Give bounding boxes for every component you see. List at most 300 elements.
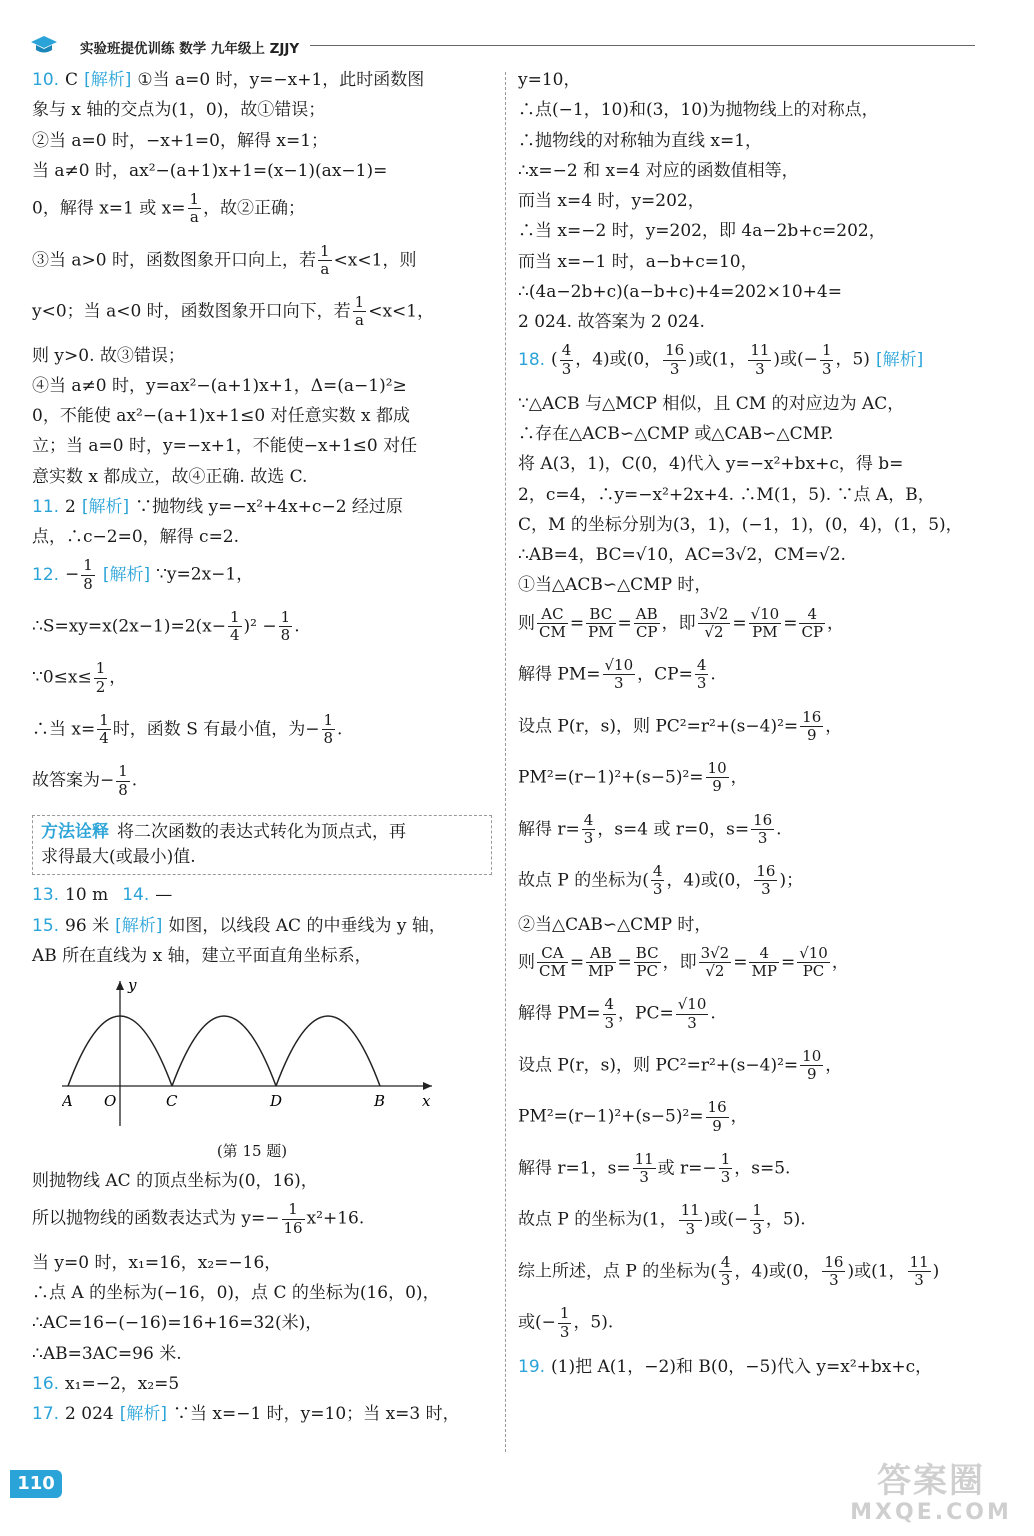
text-segment: 2 (65, 496, 76, 517)
text-line: 意实数 x 都成立，故④正确. 故选 C. (32, 466, 308, 487)
fraction-part: 8 (118, 780, 128, 799)
fraction (228, 609, 242, 645)
text-segment: ，4)或(0， (575, 349, 662, 370)
text-segment: ， (825, 715, 843, 736)
right-column (518, 70, 978, 1387)
fraction-part: CM (539, 622, 566, 641)
text-line: 当 y=0 时，x₁=16，x₂=−16， (32, 1252, 282, 1273)
text-line: ②当△CAB∽△CMP 时， (518, 914, 712, 935)
text-segment: 故答案为− (32, 770, 115, 791)
fraction (799, 606, 825, 642)
text-segment: ，5). (765, 1209, 806, 1230)
text-line (32, 916, 492, 937)
fraction-part: BC (586, 606, 615, 624)
fraction-part: 9 (712, 1116, 722, 1135)
figure-label: B (374, 1092, 386, 1110)
watermark: 答案圈 MXQE.COM (850, 1461, 1012, 1525)
text-segment: x²+16. (306, 1208, 365, 1229)
text-segment: 解得 r=1，s= (518, 1158, 631, 1178)
fraction (719, 1151, 733, 1187)
text-segment: 或 r=− (657, 1158, 717, 1178)
fraction-part: 3 (687, 1013, 697, 1032)
text-line (32, 243, 492, 279)
fraction (695, 657, 709, 693)
question-10 (32, 70, 492, 488)
text-segment: ( (551, 349, 558, 370)
fraction-part: 1 (95, 659, 106, 678)
fraction-part: 3 (685, 1219, 696, 1238)
fraction-part: 3 (652, 880, 663, 899)
text-segment: ， (730, 1106, 748, 1127)
text-segment: )或(− (703, 1209, 749, 1230)
text-line (32, 609, 492, 645)
text-segment: ，4)或(0， (734, 1261, 821, 1281)
fraction-part: 1 (821, 341, 832, 360)
question-number: 12. (32, 564, 60, 585)
fraction-part: AB (635, 604, 658, 623)
text-line (518, 657, 978, 693)
question-18 (518, 342, 978, 1341)
text-line: 则抛物线 AC 的顶点坐标为(0，16)， (32, 1171, 318, 1191)
text-line (32, 191, 492, 227)
figure-label: y (128, 976, 137, 994)
fraction-part: CP (801, 622, 824, 641)
fraction-part: 3 (757, 828, 768, 847)
text-segment: )² − (243, 616, 277, 636)
fraction (754, 863, 777, 899)
text-line: ②当 a=0 时，−x+1=0，解得 x=1； (32, 130, 329, 151)
fraction (634, 606, 660, 642)
fraction (679, 1202, 702, 1238)
text-line (518, 1151, 978, 1187)
book-title: 实验班提优训练 数学 九年级上 ZJJY (80, 41, 300, 57)
text-segment: 如图，以线段 AC 的中垂线为 y 轴， (168, 915, 446, 936)
fraction (586, 945, 615, 981)
fraction-part: 3 (583, 828, 594, 847)
text-segment: ， (825, 1055, 843, 1075)
fraction-part: 2 (95, 677, 106, 696)
question-number: 15. (32, 915, 60, 936)
fraction-part: 16 (283, 1218, 303, 1237)
fraction-part: 16 (707, 1098, 727, 1117)
text-segment: ，即 (661, 612, 696, 633)
fraction (188, 191, 202, 227)
fraction (676, 996, 709, 1032)
fraction-part: 3 (821, 359, 832, 378)
fraction-part: 1 (83, 556, 93, 575)
fraction-part: 8 (83, 574, 93, 593)
fraction-part: AB (586, 945, 615, 963)
fraction (633, 1151, 656, 1187)
text-segment: )； (779, 870, 804, 891)
fraction-part: 1 (118, 762, 128, 781)
column-divider (505, 72, 506, 1452)
figure-label: C (166, 1092, 178, 1110)
fraction (322, 712, 336, 748)
figure-label: x (422, 1092, 431, 1110)
fraction-part: 3 (720, 1271, 731, 1289)
fraction (706, 1099, 729, 1135)
fraction-part: 4 (561, 341, 572, 360)
fraction (663, 342, 686, 378)
question-number: 17. (32, 1404, 60, 1424)
text-segment: 设点 P(r，s)，则 PC²=r²+(s−4)²= (518, 715, 799, 736)
text-line: ∴点(−1，10)和(3，10)为抛物线上的对称点， (518, 100, 879, 121)
text-segment: 10 m (65, 885, 109, 906)
fraction-part: MP (588, 962, 614, 980)
text-segment: 2 024 (65, 1404, 114, 1424)
text-segment: − (65, 564, 80, 585)
text-segment: 解得 r= (518, 818, 580, 839)
fraction-part: 16 (756, 862, 776, 880)
text-line: ∴存在△ACB∽△CMP 或△CAB∽△CMP. (518, 424, 834, 444)
fraction (282, 1201, 305, 1237)
text-line (518, 996, 978, 1032)
fraction-part: 16 (753, 810, 773, 829)
question-15 (32, 916, 492, 1365)
text-line (32, 1404, 492, 1425)
text-line: ∵△ACB 与△MCP 相似，且 CM 的对应边为 AC， (518, 393, 905, 414)
fraction-part: 3 (761, 880, 771, 899)
text-segment: ，故②正确； (203, 198, 306, 219)
fraction (699, 945, 732, 981)
text-segment: PM²=(r−1)²+(s−5)²= (518, 1106, 704, 1127)
fraction (318, 243, 332, 279)
text-segment: x₁=−2，x₂=5 (65, 1373, 180, 1394)
text-line: y=10， (518, 70, 581, 90)
fraction-part: 10 (802, 1046, 822, 1065)
text-segment: 解得 PM= (518, 664, 601, 685)
text-segment: ，5). (573, 1312, 614, 1333)
fraction-part: 3 (614, 674, 624, 693)
text-segment: 综上所述，点 P 的坐标为( (518, 1261, 717, 1281)
fraction-part: 3 (914, 1271, 924, 1289)
text-line: ∴AC=16−(−16)=16+16=32(米)， (32, 1313, 323, 1334)
figure-caption: (第 15 题) (216, 1142, 288, 1160)
fraction-part: 16 (824, 1252, 844, 1271)
text-segment: . (294, 616, 300, 636)
text-line: ∴当 x=−2 时，y=202，即 4a−2b+c=202， (518, 221, 886, 242)
fraction-part: 3 (604, 1013, 615, 1032)
fraction (751, 812, 774, 848)
text-segment: 故点 P 的坐标为( (518, 870, 649, 891)
fraction (582, 812, 596, 848)
fraction (797, 945, 830, 981)
fraction-part: 16 (665, 341, 685, 360)
text-segment: )或(− (773, 349, 818, 370)
text-line: 则 $\frac{CA}{CM}$ = $\frac{AB}{MP}$ = $\frac{BC}{PC}$ ，即 $\frac{3√2}{√2}$ = $\frac{4}{MP}$ = $\frac{√10}{PC}$ ， (518, 943, 849, 980)
text-line (518, 709, 978, 745)
analysis-tag: [解析] (84, 70, 132, 90)
fraction (558, 1305, 572, 1341)
text-line (518, 1202, 978, 1238)
fraction-part: 1 (280, 607, 291, 626)
fraction-part: 3 (752, 1219, 762, 1238)
question-11 (32, 497, 492, 549)
text-segment: ∵抛物线 y=−x²+4x+c−2 经过原 (135, 496, 403, 517)
text-segment: ， (109, 667, 127, 688)
question-19 (518, 1357, 978, 1378)
fraction-part: PM (588, 622, 614, 641)
text-line (32, 70, 492, 91)
text-line: 0，不能使 ax²−(a+1)x+1≤0 对任意实数 x 都成 (32, 406, 410, 426)
text-segment: )或(1， (847, 1261, 906, 1281)
text-line: ∴(4a−2b+c)(a−b+c)+4=202×10+4= (518, 281, 842, 302)
text-line: 而当 x=4 时，y=202， (518, 191, 705, 211)
text-segment: ∵y=2x−1， (156, 564, 254, 585)
question-number: 10. (32, 70, 60, 90)
fraction-part: 1 (559, 1304, 570, 1323)
fraction-part: 8 (323, 729, 334, 747)
fraction-part: 1 (320, 241, 330, 260)
text-line: 2 024. 故答案为 2 024. (518, 312, 705, 332)
question-17-continued (518, 70, 978, 333)
fraction-part: a (320, 259, 330, 278)
text-line (518, 1099, 978, 1135)
graduation-cap-icon (30, 34, 58, 56)
fraction-part: PM (752, 622, 778, 641)
text-line: ①当△ACB∽△CMP 时， (518, 575, 712, 596)
text-line: 则 $\frac{AC}{CM}$ = $\frac{BC}{PM}$ = $\frac{AB}{CP}$ ，即 $\frac{3√2}{√2}$ = $\frac{√10}{PM}$ = $\frac{4}{CP}$ ， (518, 604, 845, 641)
text-segment: . (131, 770, 138, 791)
text-segment: 96 米 (65, 915, 110, 936)
question-number: 14. (122, 885, 150, 906)
fraction (97, 712, 111, 748)
analysis-tag: [解析] (102, 564, 151, 585)
fraction-part: 11 (634, 1149, 654, 1168)
text-segment: <x<1，则 (333, 249, 417, 270)
fraction-part: 1 (229, 607, 240, 626)
text-line (32, 557, 492, 593)
question-16 (32, 1374, 492, 1395)
text-segment: ∴S=xy=x(2x−1)=2(x− (32, 616, 226, 636)
fraction (800, 1048, 823, 1084)
fraction-part: √10 (604, 656, 634, 674)
fraction-part: a (189, 208, 199, 227)
text-line: ∴AB=4，BC=√10，AC=3√2，CM=√2. (518, 545, 846, 565)
text-line (32, 763, 492, 799)
text-line (32, 712, 492, 748)
text-line (32, 885, 492, 906)
fraction-part: 4 (604, 995, 615, 1014)
question-12 (32, 557, 492, 799)
fraction-part: CM (539, 962, 566, 980)
fraction (719, 1254, 733, 1290)
text-segment: . (337, 719, 343, 739)
question-17 (32, 1404, 492, 1425)
text-segment: ，s=4 或 r=0，s= (597, 818, 750, 839)
text-segment: ，4)或(0， (666, 870, 753, 891)
fraction-part: 1 (99, 710, 109, 729)
text-line: 将 A(3，1)，C(0，4)代入 y=−x²+bx+c，得 b= (518, 454, 904, 475)
fraction-part: 1 (354, 293, 365, 311)
text-segment: . (776, 818, 782, 839)
text-line: C，M 的坐标分别为(3，1)，(−1，1)，(0，4)，(1，5)， (518, 514, 963, 535)
text-segment: 故点 P 的坐标为(1， (518, 1209, 677, 1230)
text-segment: PM²=(r−1)²+(s−5)²= (518, 767, 704, 788)
text-segment: 将二次函数的表达式转化为顶点式，再 (117, 821, 406, 842)
text-segment: ①当 a=0 时，y=−x+1，此时函数图 (137, 70, 425, 90)
figure-label: A (62, 1092, 73, 1110)
fraction (353, 294, 367, 330)
text-line (518, 1357, 978, 1378)
fraction-part: 11 (909, 1252, 929, 1271)
text-segment: ，CP= (637, 664, 693, 685)
text-segment: ， (827, 612, 845, 633)
text-segment: — (155, 885, 173, 906)
page-header (30, 32, 980, 60)
fraction-part: CA (537, 945, 568, 963)
fraction (94, 660, 108, 696)
fraction (116, 763, 130, 799)
method-note-title: 方法诠释 (41, 821, 109, 842)
fraction (560, 342, 574, 378)
text-segment: . (710, 664, 716, 685)
text-segment: ，s=5. (734, 1158, 791, 1178)
text-line (32, 660, 492, 696)
fraction (908, 1254, 931, 1290)
fraction (750, 1202, 764, 1238)
fraction (603, 657, 636, 693)
left-column (32, 70, 492, 1434)
fraction-part: 4 (99, 729, 109, 747)
fraction-part: 8 (280, 626, 291, 644)
fraction-part: 3 (669, 359, 680, 378)
text-line (518, 1048, 978, 1084)
text-line: 综上所述，点 P 的坐标为( $\frac{4}{3}$ ，4)或(0， $\frac{16}{3}$ )或(1， $\frac{11}{3}$ ) (518, 1252, 940, 1289)
text-line (32, 497, 492, 518)
page-number: 110 (10, 1470, 62, 1498)
header-rule (310, 45, 975, 46)
analysis-tag: [解析] (81, 496, 130, 517)
fraction-part: MP (751, 962, 777, 980)
text-line: 求得最大(或最小)值. (41, 847, 196, 867)
fraction (651, 863, 665, 899)
text-line (32, 294, 492, 330)
fraction-part: 9 (806, 1065, 817, 1083)
fraction-part: BC (635, 943, 659, 962)
fraction-part: 1 (720, 1149, 731, 1168)
text-segment: 或(− (518, 1312, 556, 1333)
fraction-part: √10 (677, 995, 707, 1014)
fraction-part: a (354, 311, 364, 330)
text-line (518, 863, 978, 899)
question-number: 13. (32, 885, 60, 906)
text-line (518, 1305, 978, 1341)
analysis-tag: [解析] (115, 915, 163, 936)
question-number: 18. (518, 349, 546, 370)
text-segment: C (65, 70, 79, 90)
text-line (518, 760, 978, 796)
fraction (749, 945, 778, 981)
parabola-figure (62, 976, 442, 1136)
text-line (32, 1201, 492, 1237)
text-line: ∴抛物线的对称轴为直线 x=1， (518, 130, 763, 151)
question-number: 16. (32, 1373, 60, 1394)
fraction (634, 945, 661, 981)
fraction (279, 609, 293, 645)
text-line (41, 822, 483, 843)
fraction-part: 1 (282, 1201, 305, 1219)
text-segment: 时，函数 S 有最小值，为− (112, 719, 320, 739)
fraction (698, 606, 731, 642)
fraction-part: √10 (799, 943, 828, 962)
fraction-part: 9 (712, 777, 722, 796)
text-segment: 0，解得 x=1 或 x= (32, 198, 186, 219)
text-line: 象与 x 轴的交点为(1，0)，故①错误； (32, 100, 326, 121)
text-segment: 则 (518, 612, 535, 633)
text-segment: ，5) (835, 349, 870, 370)
text-segment: y<0；当 a<0 时，函数图象开口向下，若 (32, 301, 351, 322)
fraction-part: 10 (707, 759, 727, 777)
fraction-part: 16 (802, 707, 822, 726)
fraction-part: 3 (639, 1168, 649, 1186)
question-number: 11. (32, 496, 60, 517)
fraction-part: 4 (749, 945, 778, 963)
text-segment: 则 (518, 952, 535, 972)
text-line: ∴点 A 的坐标为(−16，0)，点 C 的坐标为(16，0)， (32, 1283, 440, 1303)
text-segment: ③当 a>0 时，函数图象开口向上，若 (32, 249, 317, 270)
text-segment: 所以抛物线的函数表达式为 y=− (32, 1208, 280, 1229)
text-segment: ∵当 x=−1 时，y=10；当 x=3 时， (172, 1404, 460, 1424)
fraction-part: 3 (755, 359, 765, 378)
fraction (706, 760, 729, 796)
questions-13-14 (32, 885, 492, 906)
text-segment: ∴当 x= (32, 719, 96, 739)
text-line: ∴AB=3AC=96 米. (32, 1343, 182, 1364)
text-line: ④当 a≠0 时，y=ax²−(a+1)x+1，Δ=(a−1)²≥ (32, 375, 407, 396)
analysis-tag: [解析] (875, 349, 924, 370)
analysis-tag: [解析] (119, 1404, 167, 1424)
fraction (748, 342, 771, 378)
text-segment: ， (831, 952, 849, 972)
text-line (32, 1374, 492, 1395)
fraction (820, 342, 834, 378)
text-segment: ， (730, 767, 748, 788)
fraction-part: 4 (720, 1252, 731, 1271)
fraction-part: 3 (720, 1168, 731, 1186)
text-segment: )或(1， (688, 349, 747, 370)
text-segment: 解得 PM= (518, 1003, 601, 1024)
text-line: 而当 x=−1 时，a−b+c=10， (518, 251, 758, 272)
fraction-part: 9 (806, 725, 817, 744)
fraction-part: 1 (189, 190, 200, 208)
fraction-part: 4 (799, 606, 825, 624)
text-line: 则 y>0. 故③错误； (32, 345, 185, 366)
text-segment: ，PC= (618, 1003, 674, 1024)
text-segment: (1)把 A(1，−2)和 B(0，−5)代入 y=x²+bx+c， (551, 1356, 933, 1377)
fraction-part: 3 (559, 1322, 570, 1341)
fraction-part: √2 (704, 622, 724, 641)
fraction (537, 945, 568, 981)
text-line: 立；当 a=0 时，y=−x+1，不能使−x+1≤0 对任 (32, 436, 418, 457)
fraction-part: 3√2 (699, 604, 729, 623)
fraction-part: √10 (750, 604, 780, 623)
text-line: 当 a≠0 时，ax²−(a+1)x+1=(x−1)(ax−1)= (32, 160, 388, 181)
text-line (518, 812, 978, 848)
fraction-part: 3√2 (700, 943, 730, 962)
text-line: 2，c=4，∴y=−x²+2x+4. ∴M(1，5). ∵点 A，B， (518, 484, 935, 505)
text-segment: 设点 P(r，s)，则 PC²=r²+(s−4)²= (518, 1055, 799, 1075)
fraction (586, 606, 615, 642)
method-note-box (32, 815, 492, 876)
fraction-part: √2 (705, 962, 725, 980)
fraction-part: AC (537, 606, 568, 624)
figure-label: O (104, 1092, 117, 1110)
fraction (800, 709, 823, 745)
fraction-part: PC (802, 962, 825, 980)
fraction (749, 606, 782, 642)
